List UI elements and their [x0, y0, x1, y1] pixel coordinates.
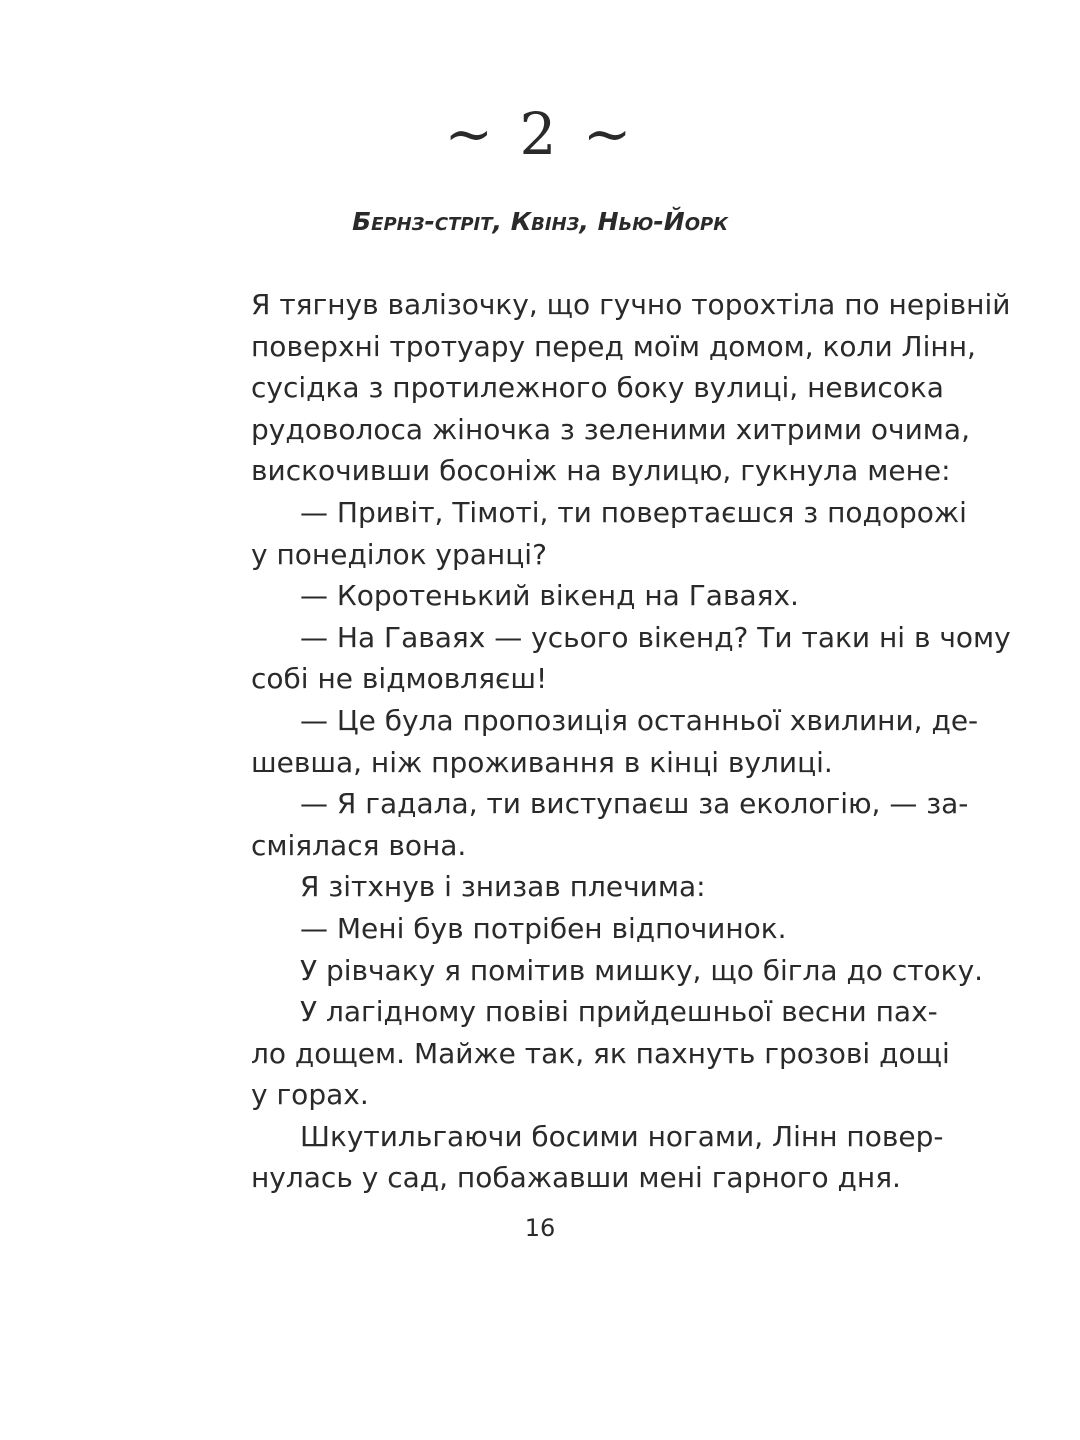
text-line: Шкутильгаючи босими ногами, Лінн повер-	[300, 1119, 944, 1153]
text-line: — Коротенький вікенд на Гаваях.	[300, 579, 799, 613]
text-line: У рівчаку я помітив мишку, що бігла до стоку.	[300, 953, 984, 987]
text-line: Я тягнув валізочку, що гучно торохтіла по нерівній	[251, 288, 1011, 321]
chapter-number: ~ 2 ~	[444, 100, 636, 168]
text-line: сміялася вона.	[251, 828, 467, 862]
text-line: нулась у сад, побажавши мені гарного дня.	[251, 1161, 901, 1195]
text-line: вискочивши босоніж на вулицю, гукнула мене:	[251, 454, 951, 488]
chapter-location: Бернз-стріт, Квінз, Нью-Йорк	[352, 207, 728, 236]
text-line: сусідка з протилежного боку вулиці, невисока	[251, 371, 944, 405]
text-line: — Привіт, Тімоті, ти повертаєшся з подорожі	[300, 495, 967, 529]
text-line: рудоволоса жіночка з зеленими хитрими очима,	[251, 412, 970, 446]
text-line: — Мені був потрібен відпочинок.	[300, 911, 787, 945]
text-line: у понеділок уранці?	[251, 537, 547, 571]
body-text	[251, 284, 1011, 1199]
text-line: — Я гадала, ти виступаєш за екологію, — за-	[300, 787, 969, 821]
text-line: поверхні тротуару перед моїм домом, коли Лінн,	[251, 329, 976, 363]
text-line: у горах.	[251, 1078, 369, 1112]
text-line: шевша, ніж проживання в кінці вулиці.	[251, 745, 833, 779]
text-line: Я зітхнув і знизав плечима:	[300, 870, 706, 904]
text-line: собі не відмовляєш!	[251, 662, 548, 696]
page-number: 16	[524, 1214, 556, 1242]
text-line: У лагідному повіві прийдешньої весни пах-	[300, 995, 938, 1029]
text-line: — На Гаваях — усього вікенд? Ти таки ні в чому	[300, 620, 1011, 654]
text-line: ло дощем. Майже так, як пахнуть грозові дощі	[251, 1036, 950, 1070]
text-line: — Це була пропозиція останньої хвилини, де-	[300, 703, 979, 737]
